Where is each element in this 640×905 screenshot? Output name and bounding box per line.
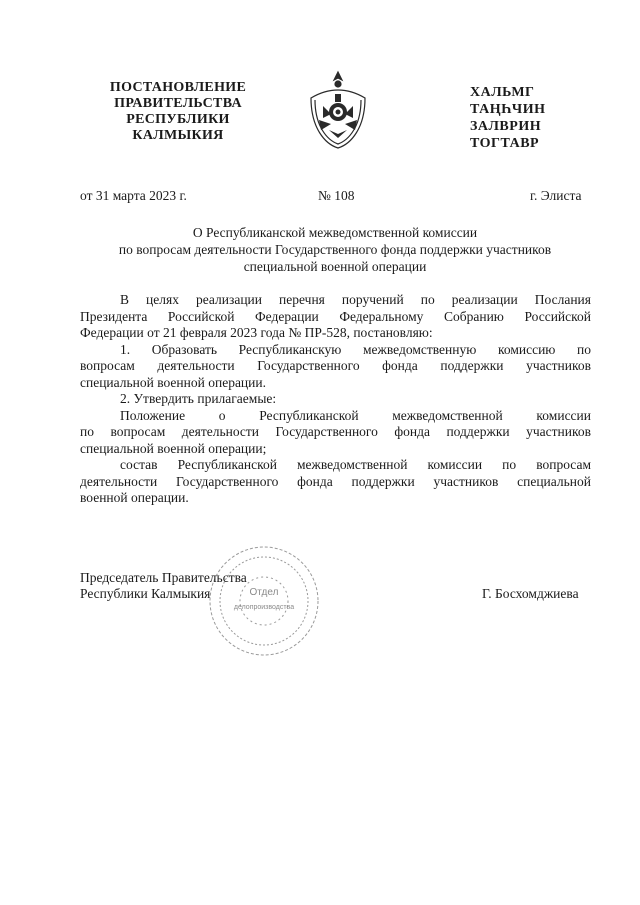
document-body — [80, 292, 591, 507]
body-line: специальной военной операции; — [80, 440, 267, 456]
header-ru-line: ПОСТАНОВЛЕНИЕ — [109, 80, 247, 95]
header-xal-line: ТАҢҺЧИН — [470, 102, 546, 117]
body-line: по вопросам деятельности Государственного фонда поддержки участников — [80, 424, 591, 439]
stamp-text: делопроизводства — [233, 604, 295, 611]
header-xal — [470, 84, 570, 152]
signature-position — [80, 570, 247, 602]
body-line: В целях реализации перечня поручений по реализации Послания — [120, 292, 591, 307]
document-number: № 108 — [318, 188, 355, 203]
body-line: Президента Российской Федерации Федеральному Собранию Российской — [80, 308, 591, 324]
header-xal-line: ТОГТАВР — [470, 136, 540, 151]
header-xal-line: ХАЛЬМГ — [470, 85, 535, 100]
signature-name: Г. Босхомджиева — [482, 586, 579, 601]
header-xal-line: ЗАЛВРИН — [470, 119, 542, 134]
body-line: специальной военной операции. — [80, 374, 266, 390]
title-line: специальной военной операции — [243, 259, 427, 274]
title-line: по вопросам деятельности Государственного фонда поддержки участников — [118, 242, 552, 257]
signature-position-line: Республики Калмыкия — [80, 586, 211, 601]
body-line: военной операции. — [80, 490, 189, 505]
title-line: О Республиканской межведомственной комиссии — [192, 225, 478, 240]
document-date: от 31 марта 2023 г. — [80, 188, 187, 203]
document-title — [80, 224, 590, 275]
body-line: деятельности Государственного фонда поддержки участников специальной — [80, 473, 591, 489]
header-ru-line: ПРАВИТЕЛЬСТВА — [114, 96, 242, 111]
body-line: состав Республиканской межведомственной комиссии по вопросам — [120, 457, 591, 472]
body-line: Положение о Республиканской межведомственной комиссии — [120, 407, 591, 423]
header-ru-line: РЕСПУБЛИКИ — [126, 112, 230, 127]
body-line: Федерации от 21 февраля 2023 года № ПР-528, постановляю: — [80, 325, 433, 340]
body-line: 2. Утвердить прилагаемые: — [120, 391, 277, 406]
header-ru — [88, 80, 268, 144]
stamp-text: Отдел — [249, 587, 279, 598]
document-city: г. Элиста — [530, 188, 582, 203]
body-line: 1. Образовать Республиканскую межведомственную комиссию по — [120, 341, 591, 357]
signature-position-line: Председатель Правительства — [80, 570, 247, 585]
body-line: вопросам деятельности Государственного фонда поддержки участников — [80, 358, 591, 373]
emblem-icon — [301, 68, 375, 152]
header-ru-line: КАЛМЫКИЯ — [132, 128, 224, 143]
